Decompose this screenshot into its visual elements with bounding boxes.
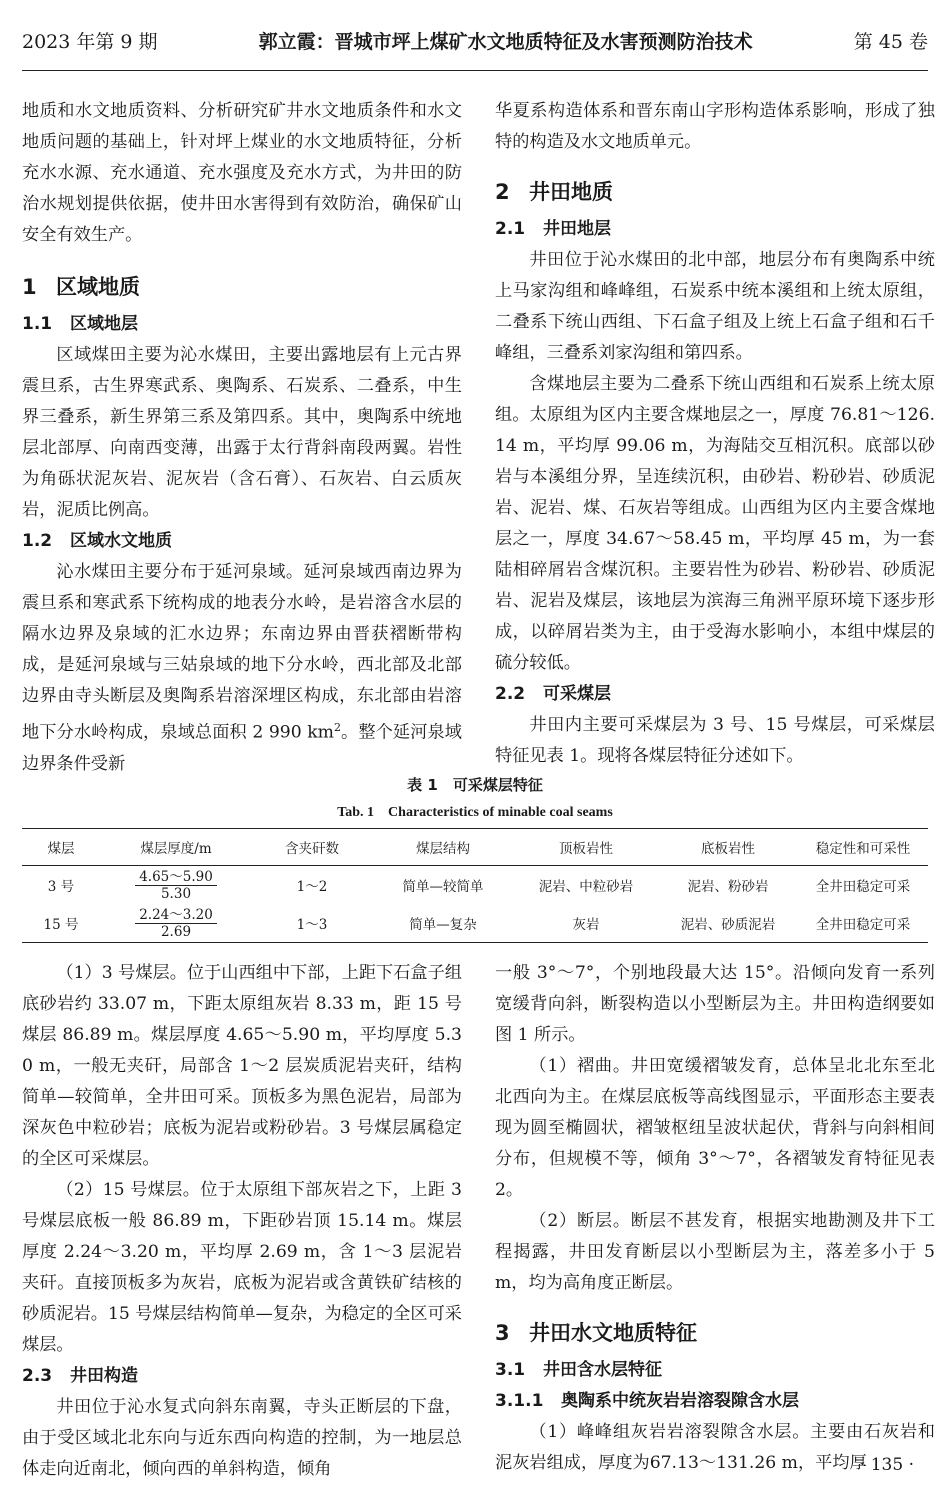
page-number: · 135 · (859, 1455, 914, 1475)
continued-paragraph: 一般 3°～7°，个别地段最大达 15°。沿倾向发育一系列宽缓背向斜，断裂构造以小型断层为主。井田构造纲要如图 1 所示。 (495, 963, 935, 1045)
paragraph-text: 沁水煤田主要分布于延河泉域。延河泉域西南边界为震旦系和寒武系下统构成的地表分水岭，是岩溶含水层的隔水边界及泉域的汇水边界；东南边界由晋获褶断带构成，是延河泉域与三姑泉域的地下分水岭，西北部及北部边界由寺头断层及奥陶系岩溶深埋区构成，东北部由岩溶地下分水岭构成，泉域总面积 2 990 km (22, 562, 462, 743)
column-header: 煤层厚度/m (100, 829, 252, 866)
thickness-average: 2.69 (160, 923, 192, 940)
section-1-1-heading (22, 309, 462, 340)
section-title: 区域水文地质 (70, 531, 172, 551)
right-column-upper (495, 96, 935, 772)
section-title: 井田含水层特征 (543, 1360, 662, 1380)
volume-label: 第 45 卷 (853, 30, 928, 53)
section-title: 井田构造 (70, 1366, 138, 1386)
table-header-row (22, 829, 928, 866)
section-title: 奥陶系中统灰岩岩溶裂隙含水层 (561, 1391, 799, 1411)
seam-cell: 15 号 (22, 904, 100, 943)
section-1-1-paragraph: 区域煤田主要为沁水煤田，主要出露地层有上元古界震旦系，古生界寒武系、奥陶系、石炭系、二叠系，中生界三叠系，新生界第三系及第四系。其中，奥陶系中统地层北部厚、向南西变薄，出露于太行背斜南段两翼。岩性为角砾状泥灰岩、泥灰岩（含石膏）、石灰岩、白云质灰岩，泥质比例高。 (22, 345, 462, 520)
section-title: 井田水文地质特征 (529, 1321, 697, 1345)
section-number: 2.3 (22, 1366, 53, 1386)
table-row (22, 904, 928, 943)
section-2-3-paragraph: 井田位于沁水复式向斜东南翼，寺头正断层的下盘，由于受区域北北东向与近东西向构造的控制，为一地层总体走向近南北，倾向西的单斜构造，倾角 (22, 1397, 462, 1479)
left-column-lower (22, 958, 462, 1485)
column-header: 煤层结构 (372, 829, 514, 866)
structure-cell: 简单—较简单 (402, 879, 484, 895)
column-header: 顶板岩性 (514, 829, 658, 866)
issue-label: 2023 年第 9 期 (22, 30, 158, 53)
seam-3-paragraph: （1）3 号煤层。位于山西组中下部，上距下石盒子组底砂岩约 33.07 m，下距太原组灰岩 8.33 m，距 15 号煤层 86.89 m。煤层厚度 4.65～5.90 m，平均厚度 5.30 m，一般无夹矸，局部含 1～2 层炭质泥岩夹矸，结构简单—较简单，全井田可采。顶板多为黑色泥岩，局部为深灰色中粒砂岩；底板为泥岩或粉砂岩。3 号煤层属稳定的全区可采煤层。 (22, 963, 462, 1169)
section-title: 井田地层 (543, 219, 611, 239)
thickness-fraction (135, 869, 217, 902)
running-header (22, 10, 928, 71)
section-title: 可采煤层 (543, 684, 611, 704)
column-header: 底板岩性 (658, 829, 798, 866)
table-title-cn: 表 1 可采煤层特征 (407, 776, 543, 794)
section-3-1-1-heading (495, 1386, 935, 1417)
thickness-range: 4.65～5.90 (135, 869, 217, 886)
thickness-cell (100, 866, 252, 905)
thickness-average: 5.30 (160, 885, 192, 902)
section-1-heading (22, 271, 462, 301)
stability-cell: 全井田稳定可采 (815, 879, 911, 895)
structure-cell: 简单—复杂 (372, 904, 514, 943)
section-2-3-heading (22, 1361, 462, 1392)
fold-paragraph: （1）褶曲。井田宽缓褶皱发育，总体呈北北东至北北西向为主。在煤层底板等高线图显示，平面形态主要表现为圆至椭圆状，褶皱枢纽呈波状起伏，背斜与向斜相间分布，但规模不等，倾角 3°～7°，各褶皱发育特征见表 2。 (495, 1056, 935, 1200)
section-number: 1 (22, 275, 37, 299)
section-3-heading (495, 1317, 935, 1347)
section-number: 2.1 (495, 219, 526, 239)
intro-paragraph: 地质和水文地质资料、分析研究矿井水文地质条件和水文地质问题的基础上，针对坪上煤业的水文地质特征，分析充水水源、充水通道、充水强度及充水方式，为井田的防治水规划提供依据，使井田水害得到有效防治，确保矿山安全有效生产。 (22, 101, 462, 245)
section-3-1-1-paragraph: （1）峰峰组灰岩岩溶裂隙含水层。主要由石灰岩和泥灰岩组成，厚度为67.13～131.26 m，平均厚 (495, 1422, 935, 1473)
thickness-fraction (135, 907, 217, 940)
section-number: 2 (495, 180, 510, 204)
table-title-en: Tab. 1 Characteristics of minable coal seams (337, 805, 613, 820)
continued-paragraph: 华夏系构造体系和晋东南山字形构造体系影响，形成了独特的构造及水文地质单元。 (495, 101, 935, 152)
section-2-heading (495, 176, 935, 206)
section-number: 3.1 (495, 1360, 526, 1380)
section-2-1-heading (495, 214, 935, 245)
roof-cell: 泥岩、中粒砂岩 (538, 879, 634, 895)
floor-cell: 泥岩、砂质泥岩 (658, 904, 798, 943)
roof-cell: 灰岩 (514, 904, 658, 943)
stability-cell: 全井田稳定可采 (798, 904, 928, 943)
running-title: 郭立霞：晋城市坪上煤矿水文地质特征及水害预测防治技术 (258, 30, 753, 53)
partings-cell: 1～2 (296, 879, 328, 895)
section-1-2-heading (22, 526, 462, 557)
section-number: 3 (495, 1321, 510, 1345)
section-2-1-paragraph-2: 含煤地层主要为二叠系下统山西组和石炭系上统太原组。太原组为区内主要含煤地层之一，厚度 76.81～126.14 m，平均厚 99.06 m，为海陆交互相沉积。底部以砂岩与本溪组分界，呈连续沉积，由砂岩、粉砂岩、砂质泥岩、泥岩、煤、石灰岩等组成。山西组为区内主要含煤地层之一，厚度 34.67～58.45 m，平均厚 45 m，为一套陆相碎屑岩含煤沉积。主要岩性为砂岩、粉砂岩、砂质泥岩、泥岩及煤层，该地层为滨海三角洲平原环境下逐步形成，以碎屑岩类为主，由于受海水影响小，本组中煤层的硫分较低。 (495, 374, 935, 673)
section-1-2-paragraph (22, 557, 462, 780)
section-2-2-paragraph: 井田内主要可采煤层为 3 号、15 号煤层，可采煤层特征见表 1。现将各煤层特征分述如下。 (495, 715, 935, 766)
column-header: 含夹矸数 (252, 829, 372, 866)
left-column-upper (22, 96, 462, 780)
section-3-1-heading (495, 1355, 935, 1386)
column-header: 稳定性和可采性 (798, 829, 928, 866)
section-2-2-heading (495, 679, 935, 710)
section-title: 区域地层 (70, 314, 138, 334)
thickness-cell (100, 904, 252, 943)
section-2-1-paragraph-1: 井田位于沁水煤田的北中部，地层分布有奥陶系中统上马家沟组和峰峰组，石炭系中统本溪组和上统太原组，二叠系下统山西组、下石盒子组及上统上石盒子组和石千峰组，三叠系刘家沟组和第四系。 (495, 250, 935, 363)
partings-cell: 1～3 (252, 904, 372, 943)
superscript: 2 (333, 721, 341, 734)
section-title: 井田地质 (529, 180, 613, 204)
seam-15-paragraph: （2）15 号煤层。位于太原组下部灰岩之下，上距 3 号煤层底板一般 86.89 m，下距砂岩顶 15.14 m。煤层厚度 2.24～3.20 m，平均厚 2.69 m，含 1～3 层泥岩夹矸。直接顶板多为灰岩，底板为泥岩或含黄铁矿结核的砂质泥岩。15 号煤层结构简单—复杂，为稳定的全区可采煤层。 (22, 1180, 462, 1355)
paragraph-text: 。整个延河泉域边界条件受新 (22, 722, 462, 774)
section-number: 3.1.1 (495, 1391, 544, 1411)
section-title: 区域地质 (56, 275, 140, 299)
section-number: 1.1 (22, 314, 53, 334)
thickness-range: 2.24～3.20 (135, 907, 217, 924)
column-header: 煤层 (22, 829, 100, 866)
seam-cell: 3 号 (47, 879, 75, 895)
section-number: 1.2 (22, 531, 53, 551)
floor-cell: 泥岩、粉砂岩 (687, 879, 769, 895)
coal-seam-table (22, 828, 928, 943)
table-row (22, 866, 928, 905)
fault-paragraph: （2）断层。断层不甚发育，根据实地勘测及井下工程揭露，井田发育断层以小型断层为主，落差多小于 5 m，均为高角度正断层。 (495, 1211, 935, 1293)
section-number: 2.2 (495, 684, 526, 704)
right-column-lower (495, 958, 935, 1479)
